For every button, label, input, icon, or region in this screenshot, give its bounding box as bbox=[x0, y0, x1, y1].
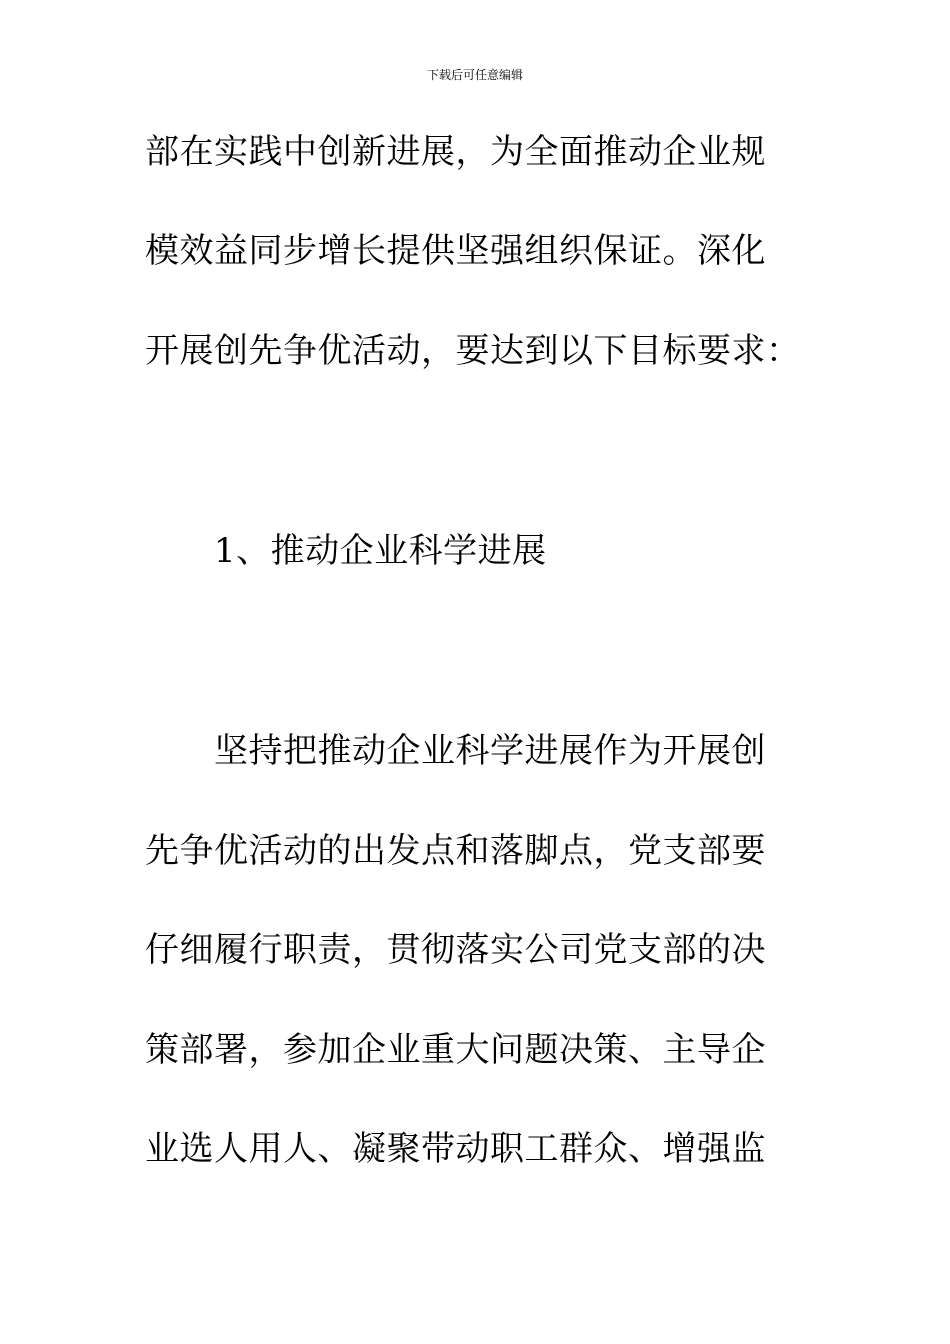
paragraph-line: 部在实践中创新进展，为全面推动企业规 bbox=[145, 132, 766, 172]
paragraph-line: 坚持把推动企业科学进展作为开展创 bbox=[214, 731, 766, 771]
paragraph-line: 仔细履行职责，贯彻落实公司党支部的决 bbox=[145, 930, 766, 970]
page-header-note: 下载后可任意编辑 bbox=[426, 68, 523, 82]
paragraph-line: 模效益同步增长提供坚强组织保证。深化 bbox=[145, 231, 766, 271]
paragraph-line: 开展创先争优活动，要达到以下目标要求： bbox=[145, 331, 801, 371]
section-heading: 1、推动企业科学进展 bbox=[214, 531, 547, 571]
paragraph-line: 业选人用人、凝聚带动职工群众、增强监 bbox=[145, 1129, 766, 1169]
paragraph-line: 策部署，参加企业重大问题决策、主导企 bbox=[145, 1030, 766, 1070]
paragraph-line: 先争优活动的出发点和落脚点，党支部要 bbox=[145, 831, 766, 871]
